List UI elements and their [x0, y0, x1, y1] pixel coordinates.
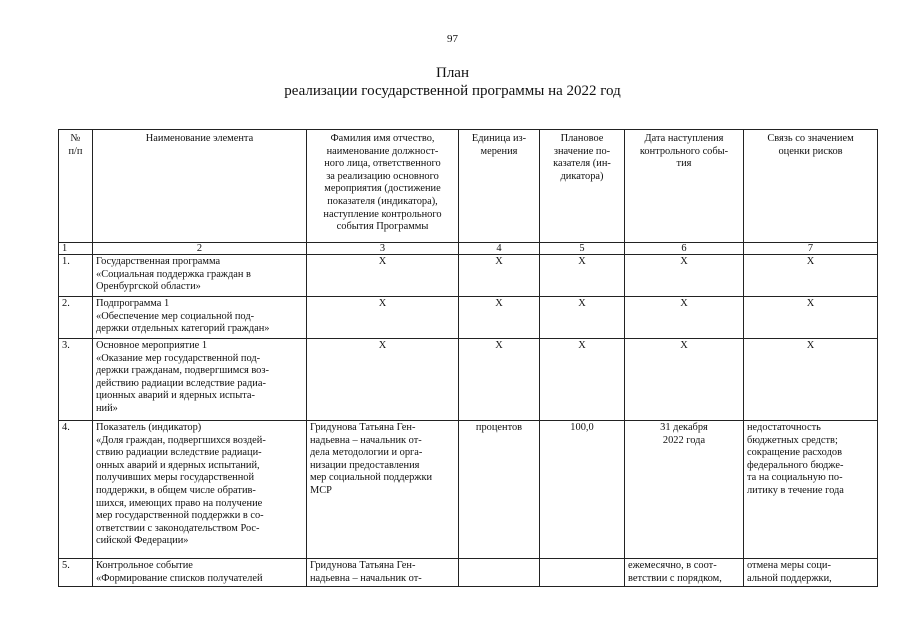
element-name: Государственная программа «Социальная поддержка граждан в Оренбургской области» [93, 255, 307, 297]
date-cell: ежемесячно, в соот- ветствии с порядком, [625, 559, 744, 587]
table-row [59, 255, 878, 297]
header-cell-risk: Связь со значением оценки рисков [744, 130, 878, 243]
table-row [59, 421, 878, 559]
row-number: 1. [59, 255, 93, 297]
risk-cell: недостаточность бюджетных средств; сокращение расходов федерального бюдже- та на социальную по- литику в течение года [744, 421, 878, 559]
plan-value-cell: X [540, 255, 625, 297]
plan-value-cell: X [540, 297, 625, 339]
column-number: 3 [307, 243, 459, 255]
unit-cell: процентов [459, 421, 540, 559]
header-cell-date: Дата наступления контрольного собы- тия [625, 130, 744, 243]
element-name: Показатель (индикатор) «Доля граждан, подвергшихся воздей- ствию радиации вследствие радиаци- онных аварий и ядерных испытаний, получивших меры государственной поддержки, в общем числе обратив- шихся, имеющих право на получение мер государственной поддержки в со- ответствии с законодательством Рос- сийской Федерации» [93, 421, 307, 559]
unit-cell: X [459, 255, 540, 297]
plan-value-cell: X [540, 339, 625, 421]
table-row [59, 297, 878, 339]
unit-cell: X [459, 339, 540, 421]
date-cell: X [625, 255, 744, 297]
plan-table [58, 129, 878, 587]
date-cell: X [625, 339, 744, 421]
column-number: 2 [93, 243, 307, 255]
row-number: 2. [59, 297, 93, 339]
date-cell: X [625, 297, 744, 339]
page-number: 97 [447, 33, 458, 45]
element-name: Основное мероприятие 1 «Оказание мер государственной под- держки гражданам, подвергшимся воз- действию радиации вследствие радиа- ционных аварий и ядерных испыта- ний» [93, 339, 307, 421]
column-number-row [59, 243, 878, 255]
header-cell-num: № п/п [59, 130, 93, 243]
risk-cell: отмена меры соци- альной поддержки, [744, 559, 878, 587]
unit-cell: X [459, 297, 540, 339]
column-number: 6 [625, 243, 744, 255]
document-title: План [435, 65, 469, 81]
column-number: 5 [540, 243, 625, 255]
header-cell-plan: Плановое значение по- казателя (ин- дикатора) [540, 130, 625, 243]
risk-cell: X [744, 297, 878, 339]
column-number: 7 [744, 243, 878, 255]
responsible-cell: X [307, 255, 459, 297]
header-cell-unit: Единица из- мерения [459, 130, 540, 243]
row-number: 5. [59, 559, 93, 587]
responsible-cell: Гридунова Татьяна Ген- надьевна – начальник от- дела методологии и орга- низации предоставления мер социальной поддержки МСР [307, 421, 459, 559]
risk-cell: X [744, 339, 878, 421]
risk-cell: X [744, 255, 878, 297]
table-row [59, 559, 878, 587]
header-row [59, 130, 878, 243]
unit-cell [459, 559, 540, 587]
row-number: 4. [59, 421, 93, 559]
element-name: Контрольное событие «Формирование списков получателей [93, 559, 307, 587]
responsible-cell: X [307, 339, 459, 421]
column-number: 4 [459, 243, 540, 255]
column-number: 1 [59, 243, 93, 255]
plan-value-cell [540, 559, 625, 587]
responsible-cell: X [307, 297, 459, 339]
table-row [59, 339, 878, 421]
header-cell-responsible: Фамилия имя отчество, наименование должност- ного лица, ответственного за реализацию основного мероприятия (достижение показателя (индикатора), наступление контрольного события Программы [307, 130, 459, 243]
responsible-cell: Гридунова Татьяна Ген- надьевна – начальник от- [307, 559, 459, 587]
plan-value-cell: 100,0 [540, 421, 625, 559]
element-name: Подпрограмма 1 «Обеспечение мер социальной под- держки отдельных категорий граждан» [93, 297, 307, 339]
date-cell: 31 декабря 2022 года [625, 421, 744, 559]
title-block [0, 64, 905, 100]
document-subtitle: реализации государственной программы на 2022 год [284, 83, 621, 99]
header-cell-name: Наименование элемента [93, 130, 307, 243]
row-number: 3. [59, 339, 93, 421]
